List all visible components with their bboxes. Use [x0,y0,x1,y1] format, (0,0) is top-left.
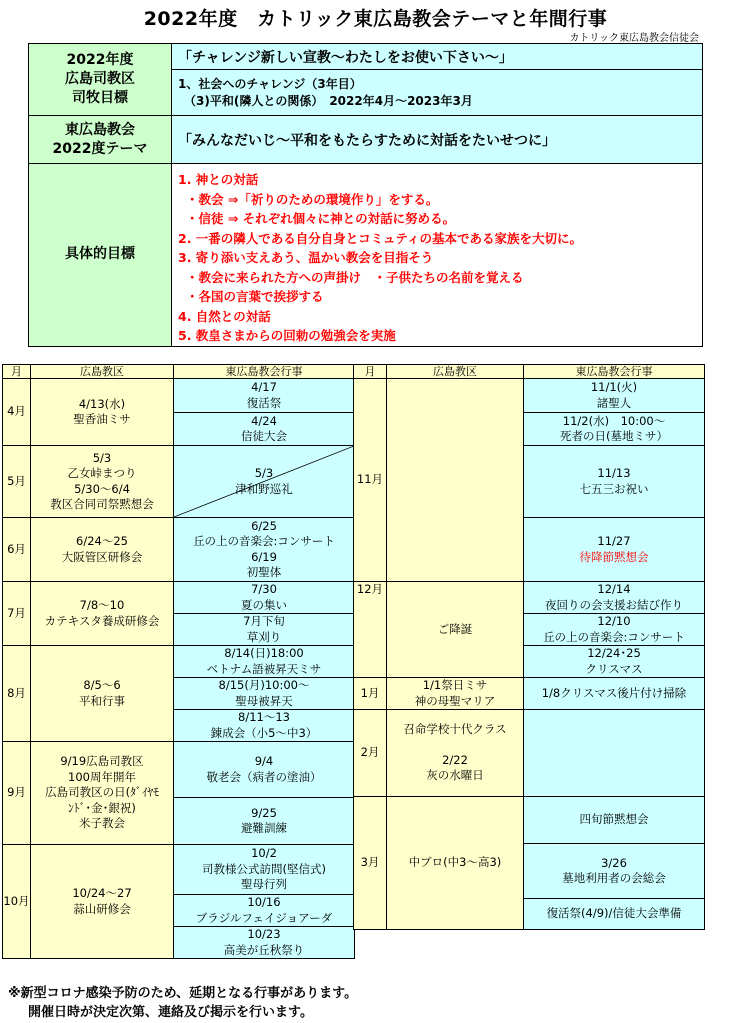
goal-line: ・各国の言葉で挨拶する [186,289,324,304]
month-january: 1月 [354,678,387,710]
month-november: 11月 [354,379,387,582]
church-event: 1/8クリスマス後片付け掃除 [524,678,705,710]
schedule-left-table [2,364,355,959]
church-event: 7/30 夏の集い [174,582,355,614]
church-event: 8/14(日)18:00 ベトナム語被昇天ミサ [174,646,355,678]
diocese-february: 召命学校十代クラス 2/22 灰の水曜日 [387,710,524,797]
page-title: 2022年度 カトリック東広島教会テーマと年間行事 [143,8,608,30]
diocese-december: ご降誕 [387,582,524,678]
theme-table [28,43,703,347]
month-june: 6月 [3,518,31,582]
church-event: 10/2 司教様公式訪問(堅信式) 聖母行列 [174,845,355,895]
church-event: 7月下旬 草刈り [174,614,355,646]
concrete-goals-list [172,164,703,347]
church-theme-header: 東広島教会 2022度テーマ [29,116,172,164]
diocese-goal-header: 2022年度 広島司教区 司牧目標 [29,44,172,116]
schedule-right-table [353,364,705,930]
diocese-goal-sub: 1、社会へのチャレンジ（3年目） （3)平和(隣人との関係） 2022年4月～2023年3月 [172,70,703,116]
page-subtitle: カトリック東広島教会信徒会 [569,33,699,44]
church-event: 復活祭(4/9)/信徒大会準備 [524,899,705,930]
month-march: 3月 [354,797,387,930]
diocese-header: 広島教区 [31,365,174,379]
goal-line: 1. 神との対話 [178,172,259,187]
diocese-march: 中ブロ(中3～高3) [387,797,524,930]
month-header: 月 [3,365,31,379]
church-event: 8/15(月)10:00～ 聖母被昇天 [174,678,355,710]
church-event: 4/17 復活祭 [174,379,355,413]
goal-line: ・教会に来られた方への声掛け ・子供たちの名前を覚える [186,269,524,285]
church-header: 東広島教会行事 [174,365,355,379]
diocese-june: 6/24～25 大阪管区研修会 [31,518,174,582]
month-august: 8月 [3,646,31,742]
diocese-may: 5/3 乙女峠まつり 5/30～6/4 教区合同司祭黙想会 [31,446,174,518]
goal-line: 2. 一番の隣人である自分自身とコミュティの基本である家族を大切に。 [178,230,583,246]
church-event: 10/16 ブラジルフェイジョアーダ [174,895,355,927]
church-event-empty [524,710,705,797]
church-event-advent: 11/27 待降節黙想会 [524,518,705,582]
goal-line: ・教会 ⇒「祈りのための環境作り」をする。 [186,191,439,207]
church-event: 4/24 信徒大会 [174,413,355,446]
church-event: 12/14 夜回りの会支援お結び作り [524,582,705,614]
goal-line: 5. 教皇さまからの回勅の勉強会を実施 [178,328,396,343]
footer-note: ※新型コロナ感染予防のため、延期となる行事があります。 開催日時が決定次第、連絡及び掲示を行います。 [8,986,358,1020]
church-event: 8/11～13 錬成会（小5～中3） [174,710,355,742]
church-event: 11/13 七五三お祝い [524,446,705,518]
diocese-august: 8/5～6 平和行事 [31,646,174,742]
month-october: 10月 [3,845,31,959]
month-september: 9月 [3,742,31,845]
church-theme-text: 「みんなだいじ～平和をもたらすために対話をたいせつに」 [172,116,703,164]
month-july: 7月 [3,582,31,646]
month-december: 12月 [354,582,387,678]
church-event: 10/23 高美が丘秋祭り [174,927,355,959]
diocese-september: 9/19広島司教区 100周年開年 広島司教区の日(ﾀﾞｲﾔﾓ ﾝﾄﾞ･金･銀祝) 米子教会 [31,742,174,845]
diocese-july: 7/8～10 カテキスタ養成研修会 [31,582,174,646]
diocese-goal-main: 「チャレンジ新しい宣教～わたしをお使い下さい～」 [172,44,703,70]
church-event: 9/4 敬老会（病者の塗油） [174,742,355,798]
church-event: 5/3 津和野巡礼 [174,446,355,518]
diocese-header: 広島教区 [387,365,524,379]
church-event: 12/24･25 クリスマス [524,646,705,678]
church-event: 11/2(水) 10:00～ 死者の日(墓地ミサ） [524,413,705,446]
church-event: 四旬節黙想会 [524,797,705,844]
month-may: 5月 [3,446,31,518]
church-event: 3/26 墓地利用者の会総会 [524,844,705,899]
church-header: 東広島教会行事 [524,365,705,379]
church-event: 11/1(火) 諸聖人 [524,379,705,413]
church-event: 12/10 丘の上の音楽会:コンサート [524,614,705,646]
goal-line: ・信徒 ⇒ それぞれ個々に神との対話に努める。 [186,211,456,226]
month-february: 2月 [354,710,387,797]
month-april: 4月 [3,379,31,446]
month-header: 月 [354,365,387,379]
church-event: 9/25 避難訓練 [174,798,355,845]
church-event: 6/25 丘の上の音楽会:コンサート 6/19 初聖体 [174,518,355,582]
diocese-january: 1/1祭日ミサ 神の母聖マリア [387,678,524,710]
goal-line: 4. 自然との対話 [178,308,271,324]
goal-line: 3. 寄り添い支えあう、温かい教会を目指そう [178,250,434,265]
diocese-april: 4/13(水) 聖香油ミサ [31,379,174,446]
concrete-goals-header: 具体的目標 [29,164,172,347]
diocese-october: 10/24～27 蒜山研修会 [31,845,174,959]
diocese-november [387,379,524,582]
